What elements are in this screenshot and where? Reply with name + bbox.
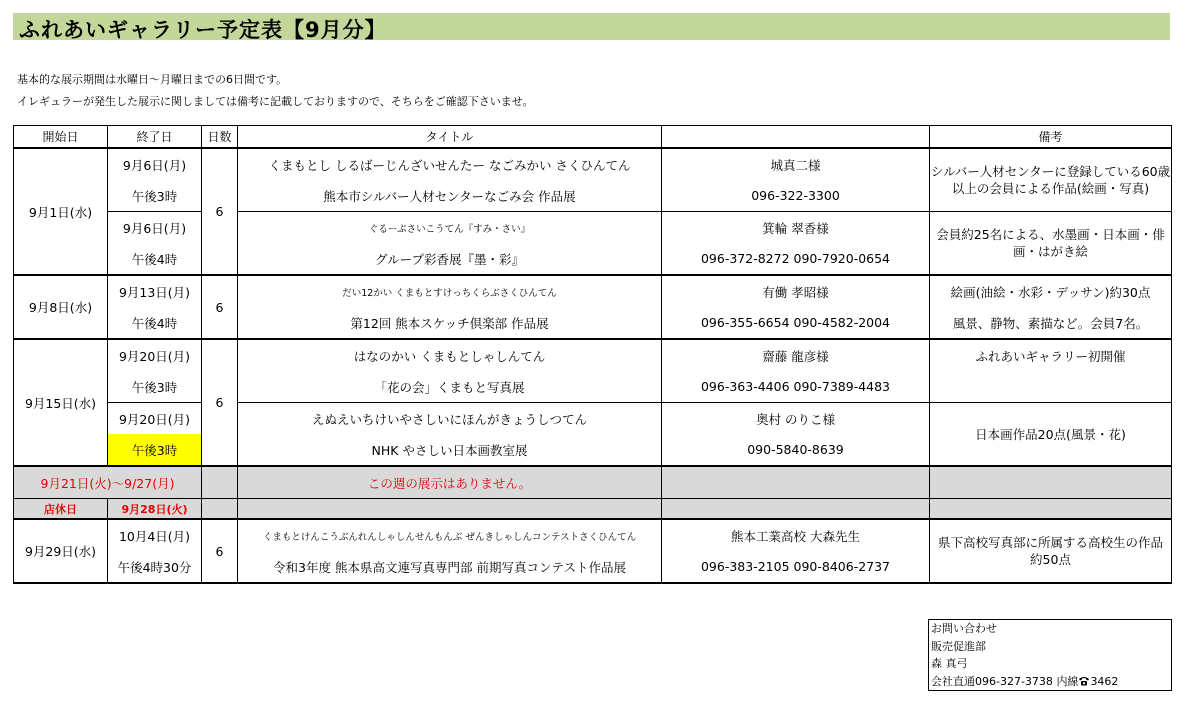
note-line: イレギュラーが発生した展示に関しましては備考に記載しておりますので、そちらをご確認下さいませ。 bbox=[17, 95, 534, 108]
inquiry-box bbox=[928, 619, 1172, 691]
telephone-icon bbox=[1078, 674, 1090, 684]
inquiry-dept: 販売促進部 bbox=[931, 639, 986, 653]
end-date: 9月13日(月) bbox=[108, 275, 202, 307]
exhibit-title: 「花の会」くまもと写真展 bbox=[238, 371, 662, 403]
title-reading: はなのかい くまもとしゃしんてん bbox=[238, 339, 662, 371]
remarks-empty bbox=[930, 371, 1172, 403]
extension-label: 内線 bbox=[1056, 674, 1079, 688]
contact-phone: 096-372-8272 090-7920-0654 bbox=[662, 243, 930, 275]
inquiry-heading: お問い合わせ bbox=[931, 622, 997, 635]
remarks: 会員約25名による、水墨画・日本画・俳画・はがき絵 bbox=[930, 212, 1172, 276]
remarks: 風景、静物、素描など。会員7名。 bbox=[930, 307, 1172, 339]
contact-name: 熊本工業高校 大森先生 bbox=[662, 519, 930, 551]
start-date: 9月1日(水) bbox=[14, 148, 108, 275]
exhibit-title: グループ彩香展『墨・彩』 bbox=[238, 243, 662, 275]
start-date: 9月15日(水) bbox=[14, 339, 108, 466]
end-time: 午後4時 bbox=[108, 243, 202, 275]
days-count: 6 bbox=[202, 339, 238, 466]
empty-cell bbox=[202, 499, 238, 520]
page-title: ふれあいギャラリー予定表【9月分】 bbox=[19, 18, 387, 42]
header-days: 日数 bbox=[202, 126, 238, 149]
empty-cell bbox=[662, 499, 930, 520]
remarks: 日本画作品20点(風景・花) bbox=[930, 403, 1172, 467]
contact-phone: 096-322-3300 bbox=[662, 180, 930, 212]
exhibit-title: 令和3年度 熊本県高文連写真専門部 前期写真コンテスト作品展 bbox=[238, 551, 662, 583]
exhibit-title: 熊本市シルバー人材センターなごみ会 作品展 bbox=[238, 180, 662, 212]
table-row bbox=[14, 212, 1172, 244]
title-reading: くまもとけんこうぶんれんしゃしんせんもんぶ ぜんきしゃしんコンテストさくひんてん bbox=[238, 519, 662, 551]
header-title: タイトル bbox=[238, 126, 662, 149]
note-line: 基本的な展示期間は水曜日～月曜日までの6日間です。 bbox=[17, 73, 288, 86]
no-exhibit-period: 9月21日(火)～9/27(月) bbox=[14, 466, 202, 499]
header-end: 終了日 bbox=[108, 126, 202, 149]
header-start: 開始日 bbox=[14, 126, 108, 149]
exhibit-title: NHK やさしい日本画教室展 bbox=[238, 434, 662, 466]
inquiry-phone-line bbox=[929, 673, 1171, 692]
end-time: 午後3時 bbox=[108, 180, 202, 212]
end-time-highlighted: 午後3時 bbox=[108, 434, 202, 466]
end-time: 午後3時 bbox=[108, 371, 202, 403]
table-row bbox=[14, 307, 1172, 339]
title-reading: だい12かい くまもとすけっちくらぶさくひんてん bbox=[238, 275, 662, 307]
table-row bbox=[14, 403, 1172, 435]
contact-name: 有働 孝昭様 bbox=[662, 275, 930, 307]
title-reading: ぐるーぷさいこうてん『すみ・さい』 bbox=[238, 212, 662, 244]
empty-cell bbox=[662, 466, 930, 499]
days-count: 6 bbox=[202, 519, 238, 583]
contact-name: 齋藤 龍彦様 bbox=[662, 339, 930, 371]
table-row bbox=[14, 519, 1172, 551]
days-count: 6 bbox=[202, 275, 238, 339]
end-date: 9月6日(月) bbox=[108, 148, 202, 180]
title-reading: くまもとし しるばーじんざいせんたー なごみかい さくひんてん bbox=[238, 148, 662, 180]
header-contact bbox=[662, 126, 930, 149]
closed-date: 9月28日(火) bbox=[108, 499, 202, 520]
empty-cell bbox=[202, 466, 238, 499]
no-exhibit-row bbox=[14, 466, 1172, 499]
closed-label: 店休日 bbox=[14, 499, 108, 520]
end-time: 午後4時 bbox=[108, 307, 202, 339]
empty-cell bbox=[930, 499, 1172, 520]
contact-phone: 096-355-6654 090-4582-2004 bbox=[662, 307, 930, 339]
contact-name: 城真二様 bbox=[662, 148, 930, 180]
table-row bbox=[14, 339, 1172, 371]
contact-name: 箕輪 翠香様 bbox=[662, 212, 930, 244]
table-row bbox=[14, 371, 1172, 403]
extension-number: 3462 bbox=[1090, 674, 1119, 688]
schedule-table bbox=[13, 125, 1172, 584]
notes bbox=[17, 69, 533, 113]
remarks: シルバー人材センターに登録している60歳以上の会員による作品(絵画・写真) bbox=[930, 148, 1172, 212]
days-count: 6 bbox=[202, 148, 238, 275]
header-remarks: 備考 bbox=[930, 126, 1172, 149]
contact-name: 奥村 のりこ様 bbox=[662, 403, 930, 435]
table-row bbox=[14, 148, 1172, 180]
closed-row bbox=[14, 499, 1172, 520]
inquiry-person: 森 真弓 bbox=[931, 657, 968, 670]
title-reading: えぬえいちけいやさしいにほんがきょうしつてん bbox=[238, 403, 662, 435]
direct-phone: 096-327-3738 bbox=[975, 674, 1053, 688]
table-row bbox=[14, 275, 1172, 307]
end-date: 9月20日(月) bbox=[108, 339, 202, 371]
end-date: 9月6日(月) bbox=[108, 212, 202, 244]
remarks: ふれあいギャラリー初開催 bbox=[930, 339, 1172, 371]
empty-cell bbox=[238, 499, 662, 520]
start-date: 9月29日(水) bbox=[14, 519, 108, 583]
end-date: 9月20日(月) bbox=[108, 403, 202, 435]
remarks: 県下高校写真部に所属する高校生の作品 約50点 bbox=[930, 519, 1172, 583]
remarks: 絵画(油絵・水彩・デッサン)約30点 bbox=[930, 275, 1172, 307]
direct-label: 会社直通 bbox=[931, 674, 975, 688]
end-time: 午後4時30分 bbox=[108, 551, 202, 583]
end-date: 10月4日(月) bbox=[108, 519, 202, 551]
no-exhibit-message: この週の展示はありません。 bbox=[238, 466, 662, 499]
exhibit-title: 第12回 熊本スケッチ倶楽部 作品展 bbox=[238, 307, 662, 339]
contact-phone: 096-383-2105 090-8406-2737 bbox=[662, 551, 930, 583]
start-date: 9月8日(水) bbox=[14, 275, 108, 339]
empty-cell bbox=[930, 466, 1172, 499]
contact-phone: 090-5840-8639 bbox=[662, 434, 930, 466]
title-bar bbox=[13, 13, 1170, 40]
header-row bbox=[14, 126, 1172, 149]
contact-phone: 096-363-4406 090-7389-4483 bbox=[662, 371, 930, 403]
